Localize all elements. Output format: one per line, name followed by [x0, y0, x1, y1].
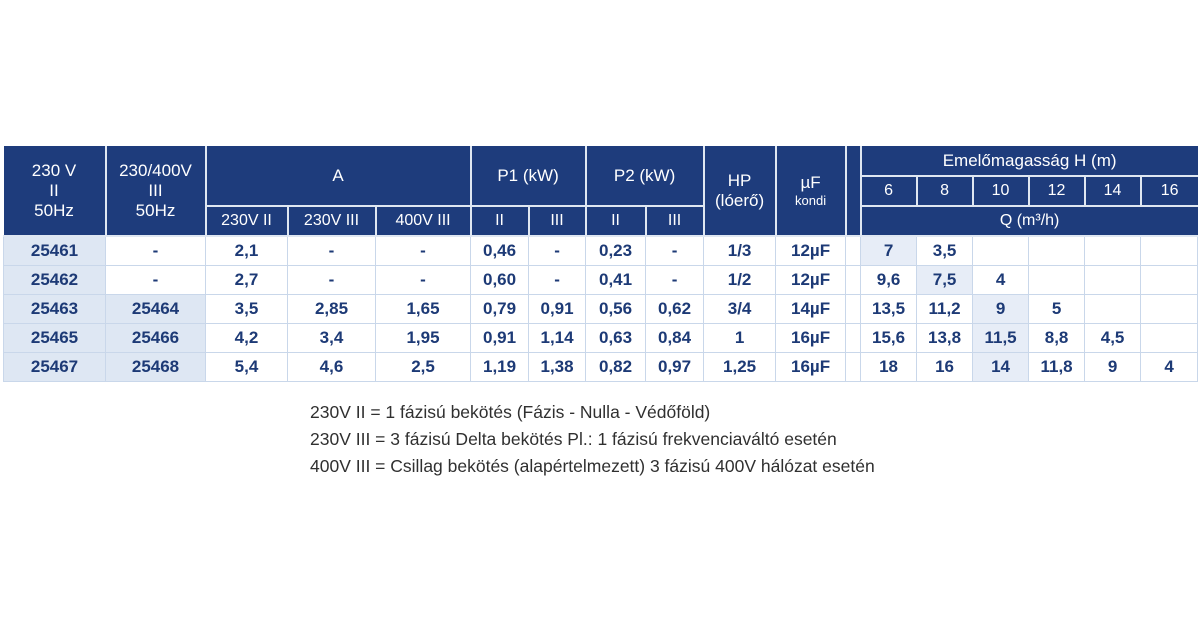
cell-q-h14 — [1085, 266, 1141, 295]
table-header — [4, 146, 1198, 236]
header-p2-iii: III — [646, 206, 704, 236]
cell-a-230v-ii: 2,1 — [206, 236, 288, 266]
cell-spacer — [846, 324, 861, 353]
pump-spec-table — [3, 146, 1198, 382]
header-p2-ii: II — [586, 206, 646, 236]
cell-article-1ph: 25465 — [4, 324, 106, 353]
cell-q-h12 — [1029, 236, 1085, 266]
cell-a-400v-iii: 2,5 — [376, 353, 471, 382]
cell-a-230v-iii: 3,4 — [288, 324, 376, 353]
cell-q-h6: 7 — [861, 236, 917, 266]
cell-p2-iii: - — [646, 236, 704, 266]
cell-article-1ph: 25467 — [4, 353, 106, 382]
cell-article-3ph: 25466 — [106, 324, 206, 353]
cell-q-h14: 9 — [1085, 353, 1141, 382]
cell-q-h10 — [973, 236, 1029, 266]
cell-p1-ii: 1,19 — [471, 353, 529, 382]
table-row — [4, 295, 1198, 324]
header-line: 50Hz — [135, 200, 176, 220]
cell-p2-ii: 0,63 — [586, 324, 646, 353]
cell-q-h12: 11,8 — [1029, 353, 1085, 382]
cell-q-h12: 8,8 — [1029, 324, 1085, 353]
header-a-230v-iii: 230V III — [288, 206, 376, 236]
header-h-12: 12 — [1029, 176, 1085, 206]
cell-hp: 1,25 — [704, 353, 776, 382]
table-row — [4, 353, 1198, 382]
cell-q-h6: 15,6 — [861, 324, 917, 353]
header-p1-kw: P1 (kW) — [471, 146, 586, 206]
cell-p2-ii: 0,23 — [586, 236, 646, 266]
cell-a-230v-ii: 4,2 — [206, 324, 288, 353]
header-line: 230/400V — [119, 160, 192, 180]
cell-a-230v-iii: - — [288, 266, 376, 295]
header-h-16: 16 — [1141, 176, 1198, 206]
header-line: µF — [800, 172, 821, 192]
header-p1-ii: II — [471, 206, 529, 236]
table-row — [4, 236, 1198, 266]
header-flow-q: Q (m³/h) — [861, 206, 1198, 236]
cell-a-230v-iii: 4,6 — [288, 353, 376, 382]
header-p1-iii: III — [529, 206, 586, 236]
cell-q-h14 — [1085, 236, 1141, 266]
header-line: III — [148, 180, 163, 200]
cell-p2-ii: 0,82 — [586, 353, 646, 382]
note-line-400v-iii: 400V III = Csillag bekötés (alapértelmezett) 3 fázisú 400V hálózat esetén — [310, 456, 875, 476]
header-h-6: 6 — [861, 176, 917, 206]
cell-a-400v-iii: 1,95 — [376, 324, 471, 353]
header-hp — [704, 146, 776, 236]
cell-uf: 12µF — [776, 266, 846, 295]
cell-uf: 16µF — [776, 353, 846, 382]
cell-p1-iii: 1,38 — [529, 353, 586, 382]
cell-article-3ph: - — [106, 236, 206, 266]
cell-p2-iii: 0,62 — [646, 295, 704, 324]
header-line: II — [49, 180, 59, 200]
cell-a-230v-iii: 2,85 — [288, 295, 376, 324]
cell-spacer — [846, 236, 861, 266]
cell-q-h16 — [1141, 236, 1198, 266]
header-line: (lóerő) — [715, 190, 765, 210]
cell-p1-iii: - — [529, 266, 586, 295]
cell-q-h16 — [1141, 295, 1198, 324]
cell-a-230v-ii: 5,4 — [206, 353, 288, 382]
cell-q-h8: 3,5 — [917, 236, 973, 266]
cell-p2-iii: 0,84 — [646, 324, 704, 353]
cell-uf: 14µF — [776, 295, 846, 324]
header-amps: A — [206, 146, 471, 206]
cell-hp: 1/2 — [704, 266, 776, 295]
cell-a-400v-iii: 1,65 — [376, 295, 471, 324]
cell-p2-iii: 0,97 — [646, 353, 704, 382]
cell-p2-ii: 0,41 — [586, 266, 646, 295]
note-line-230v-iii: 230V III = 3 fázisú Delta bekötés Pl.: 1 fázisú frekvenciaváltó esetén — [310, 429, 837, 449]
cell-p2-ii: 0,56 — [586, 295, 646, 324]
cell-p1-ii: 0,79 — [471, 295, 529, 324]
cell-a-230v-ii: 3,5 — [206, 295, 288, 324]
cell-a-230v-iii: - — [288, 236, 376, 266]
cell-a-230v-ii: 2,7 — [206, 266, 288, 295]
cell-q-h10: 4 — [973, 266, 1029, 295]
header-line: HP — [727, 170, 752, 190]
header-p2-kw: P2 (kW) — [586, 146, 704, 206]
cell-p1-ii: 0,60 — [471, 266, 529, 295]
cell-p1-iii: 1,14 — [529, 324, 586, 353]
cell-hp: 1 — [704, 324, 776, 353]
header-h-14: 14 — [1085, 176, 1141, 206]
cell-p2-iii: - — [646, 266, 704, 295]
header-230-400v-iii-50hz — [106, 146, 206, 236]
cell-q-h16 — [1141, 266, 1198, 295]
header-230v-ii-50hz — [4, 146, 106, 236]
wiring-notes — [310, 399, 875, 480]
cell-q-h14: 4,5 — [1085, 324, 1141, 353]
cell-q-h16: 4 — [1141, 353, 1198, 382]
cell-article-3ph: 25464 — [106, 295, 206, 324]
cell-spacer — [846, 266, 861, 295]
header-line: kondi — [795, 192, 827, 208]
cell-article-1ph: 25462 — [4, 266, 106, 295]
header-spacer — [846, 146, 861, 236]
cell-q-h10: 9 — [973, 295, 1029, 324]
cell-q-h8: 7,5 — [917, 266, 973, 295]
cell-a-400v-iii: - — [376, 266, 471, 295]
cell-uf: 12µF — [776, 236, 846, 266]
cell-q-h14 — [1085, 295, 1141, 324]
cell-q-h6: 18 — [861, 353, 917, 382]
cell-q-h12 — [1029, 266, 1085, 295]
cell-uf: 16µF — [776, 324, 846, 353]
cell-q-h10: 11,5 — [973, 324, 1029, 353]
cell-q-h8: 16 — [917, 353, 973, 382]
cell-spacer — [846, 295, 861, 324]
header-uf-capacitor — [776, 146, 846, 236]
table-body — [4, 236, 1198, 382]
cell-q-h16 — [1141, 324, 1198, 353]
cell-q-h8: 13,8 — [917, 324, 973, 353]
header-line: 50Hz — [34, 200, 74, 220]
cell-p1-ii: 0,46 — [471, 236, 529, 266]
header-line: 230 V — [31, 160, 77, 180]
header-h-10: 10 — [973, 176, 1029, 206]
cell-spacer — [846, 353, 861, 382]
cell-hp: 3/4 — [704, 295, 776, 324]
header-a-400v-iii: 400V III — [376, 206, 471, 236]
cell-p1-iii: 0,91 — [529, 295, 586, 324]
cell-article-1ph: 25461 — [4, 236, 106, 266]
cell-p1-ii: 0,91 — [471, 324, 529, 353]
cell-q-h10: 14 — [973, 353, 1029, 382]
table-row — [4, 266, 1198, 295]
cell-article-1ph: 25463 — [4, 295, 106, 324]
header-a-230v-ii: 230V II — [206, 206, 288, 236]
cell-a-400v-iii: - — [376, 236, 471, 266]
cell-article-3ph: 25468 — [106, 353, 206, 382]
note-line-230v-ii: 230V II = 1 fázisú bekötés (Fázis - Nulla - Védőföld) — [310, 402, 711, 422]
header-head-height: Emelőmagasság H (m) — [861, 146, 1198, 176]
cell-hp: 1/3 — [704, 236, 776, 266]
cell-q-h12: 5 — [1029, 295, 1085, 324]
cell-article-3ph: - — [106, 266, 206, 295]
cell-p1-iii: - — [529, 236, 586, 266]
cell-q-h6: 13,5 — [861, 295, 917, 324]
cell-q-h6: 9,6 — [861, 266, 917, 295]
cell-q-h8: 11,2 — [917, 295, 973, 324]
table-row — [4, 324, 1198, 353]
header-h-8: 8 — [917, 176, 973, 206]
